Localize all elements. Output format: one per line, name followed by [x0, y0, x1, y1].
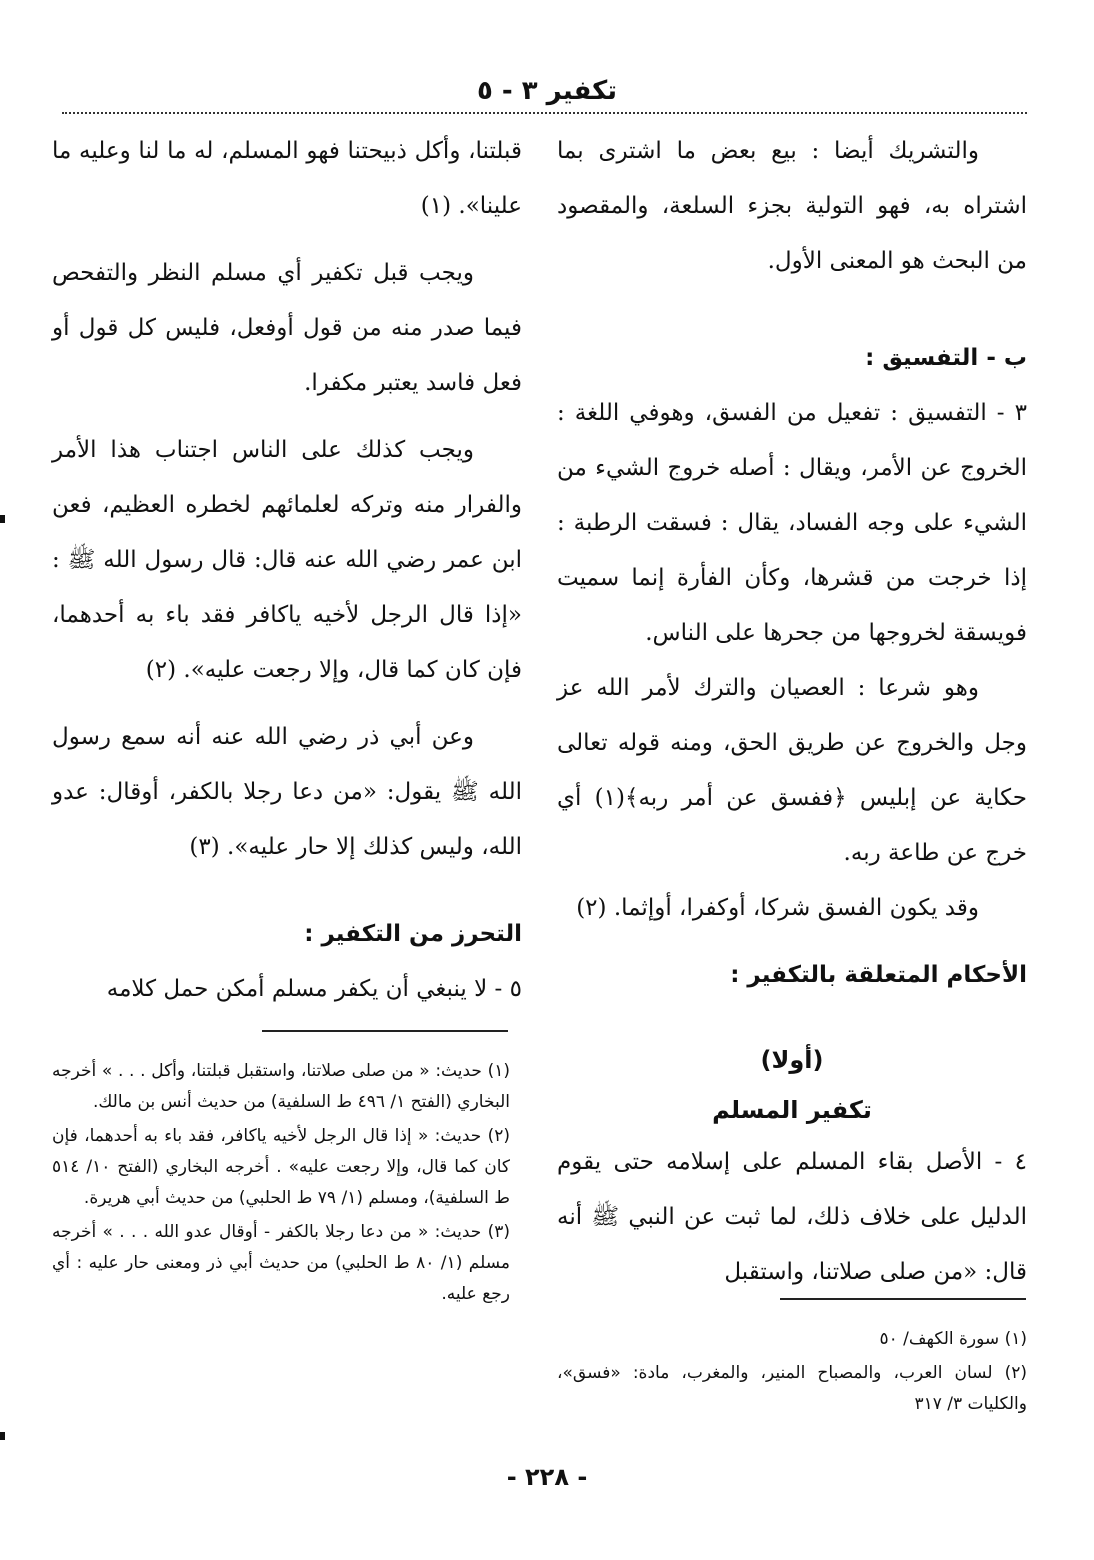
- paragraph-tashrik: والتشريك أيضا : بيع بعض ما اشترى بما اشتراه به، فهو التولية بجزء السلعة، والمقصود من البحث هو المعنى الأول.: [557, 138, 1027, 274]
- running-header: تكفير ٣ - ٥: [476, 76, 618, 106]
- paragraph-asl-baqa: ٤ - الأصل بقاء المسلم على إسلامه حتى يقوم الدليل على خلاف ذلك، لما ثبت عن النبي ﷺ أنه قال: «من صلى صلاتنا، واستقبل: [557, 1149, 1027, 1285]
- footnote-rule-right: [780, 1298, 1026, 1300]
- footnote-rule-left: [262, 1030, 508, 1032]
- paragraph-tafsiq-sharan: وهو شرعا : العصيان والترك لأمر الله عز وجل والخروج عن طريق الحق، ومنه قوله تعالى حكاية عن إبليس ﴿ففسق عن أمر ربه﴾(١) أي خرج عن طاعة ربه.: [557, 675, 1027, 866]
- scan-edge-mark: [0, 515, 5, 523]
- footnote-left-2: (٢) حديث: « إذا قال الرجل لأخيه ياكافر، فقد باء به أحدهما، فإن كان كما قال، وإلا رجعت عليه» . أخرجه البخاري (الفتح ١٠/ ٥١٤ ط السلفية)، ومسلم (١/ ٧٩ ط الحلبي) من حديث أبي هريرة.: [52, 1126, 510, 1208]
- paragraph-fisq-types: وقد يكون الفسق شركا، أوكفرا، أوإثما. (٢): [576, 895, 979, 921]
- footnote-right-1: (١) سورة الكهف/ ٥٠: [879, 1329, 1027, 1349]
- paragraph-tafsiq-definition: ٣ - التفسيق : تفعيل من الفسق، وهوفي اللغة : الخروج عن الأمر، ويقال : أصله خروج الشيء من الشيء على وجه الفساد، يقال : فسقت الرطبة : إذا خرجت من قشرها، وكأن الفأرة إنما سميت فويسقة لخروجها من جحرها على الناس.: [557, 400, 1027, 646]
- scan-edge-mark: [0, 1432, 5, 1440]
- heading-tafsiq: ب - التفسيق :: [865, 345, 1027, 371]
- right-column: [557, 124, 1027, 1300]
- heading-rulings: الأحكام المتعلقة بالتكفير :: [730, 962, 1027, 988]
- section-title-takfir-muslim: تكفير المسلم: [712, 1096, 872, 1124]
- paragraph-no-takfir: ٥ - لا ينبغي أن يكفر مسلم أمكن حمل كلامه: [106, 976, 522, 1002]
- section-first-label: (أولا): [760, 1046, 824, 1074]
- footnotes-left: [52, 1056, 510, 1313]
- paragraph-hadith-continuation: قبلتنا، وأكل ذبيحتنا فهو المسلم، له ما لنا وعليه ما علينا». (١): [52, 138, 522, 219]
- footnote-right-2: (٢) لسان العرب، والمصباح المنير، والمغرب، مادة: «فسق»، والكليات ٣/ ٣١٧: [557, 1363, 1027, 1414]
- footnotes-right: [557, 1324, 1027, 1423]
- paragraph-avoid-takfir: ويجب كذلك على الناس اجتناب هذا الأمر والفرار منه وتركه لعلمائهم لخطره العظيم، فعن ابن عمر رضي الله عنه قال: قال رسول الله ﷺ : «إذا قال الرجل لأخيه ياكافر فقد باء به أحدهما، فإن كان كما قال، وإلا رجعت عليه». (٢): [52, 437, 522, 683]
- page-number: - ٢٢٨ -: [506, 1463, 588, 1491]
- footnote-left-1: (١) حديث: « من صلى صلاتنا، واستقبل قبلتنا، وأكل . . . » أخرجه البخاري (الفتح ١/ ٤٩٦ ط السلفية) من حديث أنس بن مالك.: [52, 1061, 510, 1112]
- left-column: [52, 124, 522, 1017]
- paragraph-verify-before-takfir: ويجب قبل تكفير أي مسلم النظر والتفحص فيما صدر منه من قول أوفعل، فليس كل قول أو فعل فاسد يعتبر مكفرا.: [52, 260, 522, 396]
- footnote-left-3: (٣) حديث: « من دعا رجلا بالكفر - أوقال عدو الله . . . » أخرجه مسلم (١/ ٨٠ ط الحلبي) من حديث أبي ذر ومعنى حار عليه : أي رجع عليه.: [52, 1222, 510, 1304]
- paragraph-abu-dharr: وعن أبي ذر رضي الله عنه أنه سمع رسول الله ﷺ يقول: «من دعا رجلا بالكفر، أوقال: عدو الله، وليس كذلك إلا حار عليه». (٣): [52, 724, 522, 860]
- header-dotted-rule: [62, 112, 1027, 114]
- heading-caution-takfir: التحرز من التكفير :: [304, 921, 522, 947]
